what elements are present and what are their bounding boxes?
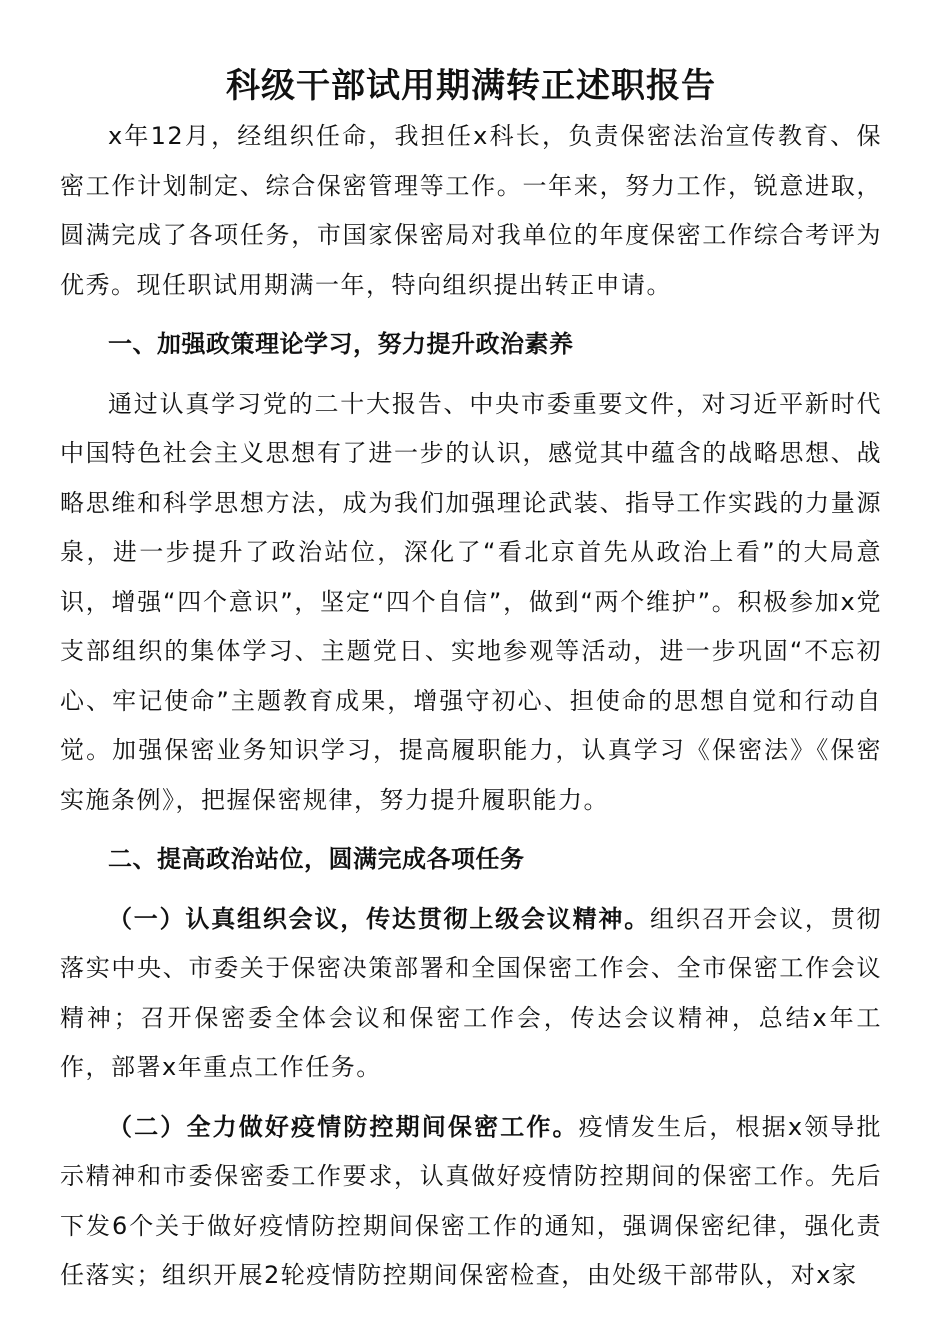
- item-2-lead: （二）全力做好疫情防控期间保密工作。: [108, 1112, 579, 1141]
- section-1-body: 通过认真学习党的二十大报告、中央市委重要文件，对习近平新时代中国特色社会主义思想有了进一步的认识，感觉其中蕴含的战略思想、战略思维和科学思想方法，成为我们加强理论武装、指导工作实践的力量源泉，进一步提升了政治站位，深化了“看北京首先从政治上看”的大局意识，增强“四个意识”，坚定“四个自信”，做到“两个维护”。积极参加x党支部组织的集体学习、主题党日、实地参观等活动，进一步巩固“不忘初心、牢记使命”主题教育成果，增强守初心、担使命的思想自觉和行动自觉。加强保密业务知识学习，提高履职能力，认真学习《保密法》《保密实施条例》，把握保密规律，努力提升履职能力。: [60, 389, 882, 814]
- spacer: [60, 310, 882, 320]
- spacer: [60, 1093, 882, 1103]
- spacer: [60, 885, 882, 895]
- intro-paragraph: x年12月，经组织任命，我担任x科长，负责保密法治宣传教育、保密工作计划制定、综合保密管理等工作。一年来，努力工作，锐意进取，圆满完成了各项任务，市国家保密局对我单位的年度保密工作综合考评为优秀。现任职试用期满一年，特向组织提出转正申请。: [60, 122, 882, 299]
- section-1-heading: 一、加强政策理论学习，努力提升政治素养: [108, 330, 574, 358]
- document-title: 科级干部试用期满转正述职报告: [226, 66, 716, 106]
- item-1-body: 组织召开会议，贯彻落实中央、市委关于保密决策部署和全国保密工作会、全市保密工作会议精神；召开保密委全体会议和保密工作会，传达会议精神，总结x年工作，部署x年重点工作任务。: [60, 904, 882, 1081]
- spacer: [60, 825, 882, 835]
- document-page: [60, 60, 882, 1301]
- section-2-item-2: [60, 1103, 882, 1301]
- item-2-body: 疫情发生后，根据x领导批示精神和市委保密委工作要求，认真做好疫情防控期间的保密工作。先后下发6个关于做好疫情防控期间保密工作的通知，强调保密纪律，强化责任落实；组织开展2轮疫情防控期间保密检查，由处级干部带队，对x家: [60, 1112, 883, 1289]
- section-2-heading: 二、提高政治站位，圆满完成各项任务: [108, 845, 525, 873]
- spacer: [60, 370, 882, 380]
- section-2-item-1: [60, 895, 882, 1093]
- item-1-lead: （一）认真组织会议，传达贯彻上级会议精神。: [108, 904, 651, 933]
